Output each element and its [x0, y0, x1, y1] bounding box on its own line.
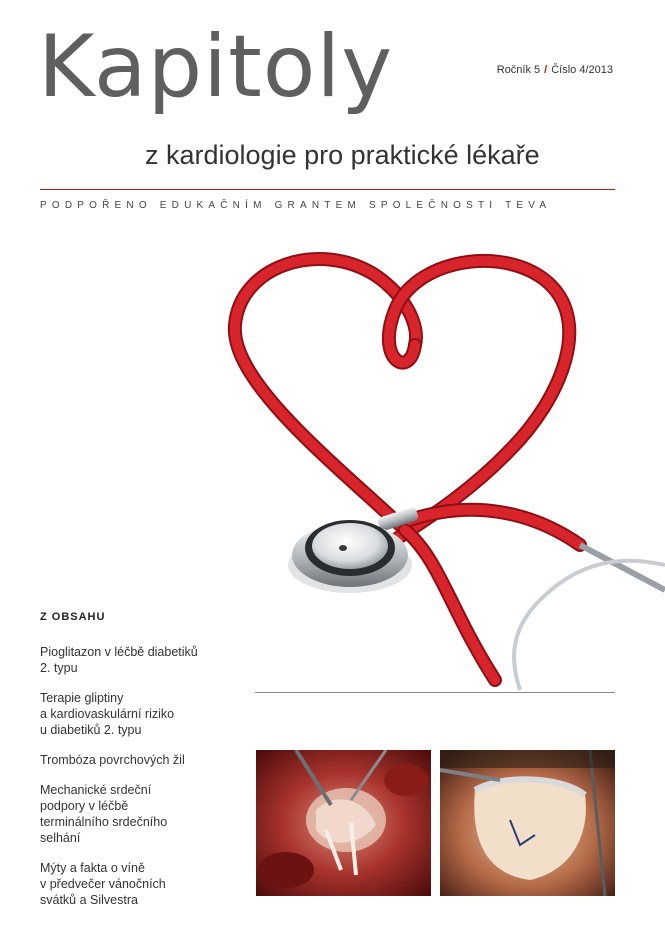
sponsor-line: PODPOŘENO EDUKAČNÍM GRANTEM SPOLEČNOSTI TEVA	[40, 200, 552, 211]
stethoscope-heart-image	[210, 230, 665, 700]
contents-item: Mýty a fakta o víně v předvečer vánočních svátků a Silvestra	[40, 861, 166, 907]
contents-item: Mechanické srdeční podpory v léčbě terminálního srdečního selhání	[40, 783, 168, 845]
content-divider	[255, 692, 615, 693]
magazine-subtitle: z kardiologie pro praktické lékaře	[145, 140, 540, 170]
contents-item: Trombóza povrchových žil	[40, 753, 185, 767]
slash-divider: /	[544, 64, 548, 76]
contents-item: Pioglitazon v léčbě diabetiků 2. typu	[40, 645, 198, 675]
magazine-title: Kapitoly	[38, 17, 394, 117]
issue-info	[497, 64, 613, 76]
issue-label: Číslo 4/2013	[551, 64, 613, 76]
contents-list	[40, 644, 240, 922]
contents-heading: Z OBSAHU	[40, 611, 106, 623]
volume-label: Ročník 5	[496, 64, 541, 76]
header-divider	[40, 189, 615, 190]
surgery-photo-valve	[256, 750, 431, 896]
surgery-photo-prosthesis	[440, 750, 615, 896]
contents-item: Terapie gliptiny a kardiovaskulární riziko u diabetiků 2. typu	[40, 691, 175, 737]
